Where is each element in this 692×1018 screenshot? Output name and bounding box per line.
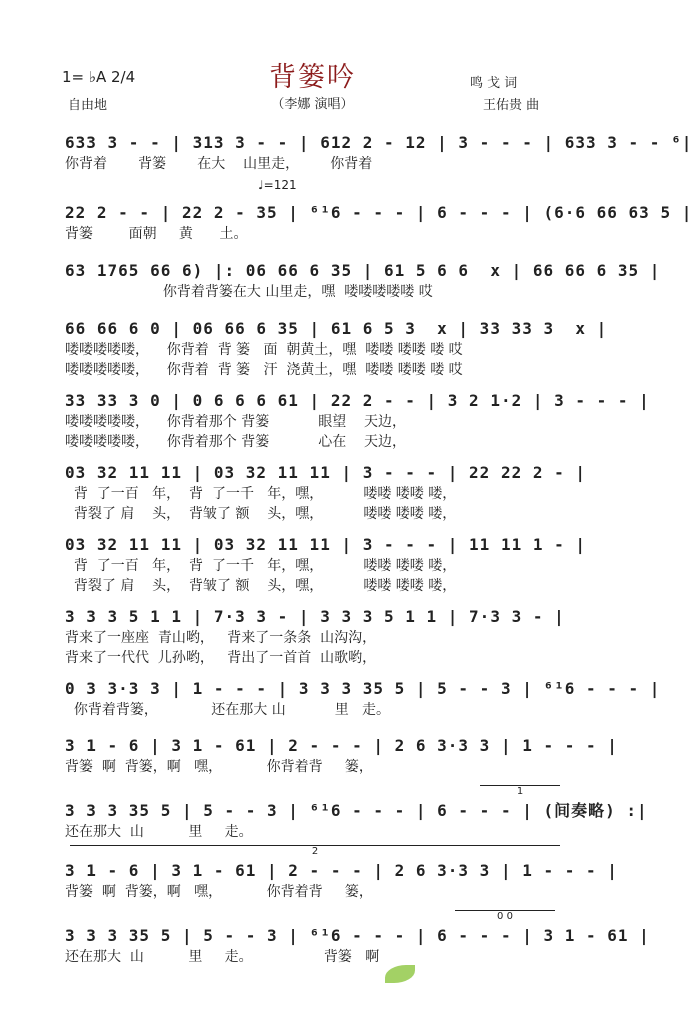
lyric-line: 喽喽喽喽喽， 你背着那个 背篓 心在 天边， — [65, 434, 407, 450]
notation-line: 3 3 3 35 5 | 5 - - 3 | ⁶¹6 - - - | 6 - - - | (间奏略) :| — [65, 801, 648, 820]
notation-line: 3 1 - 6 | 3 1 - 61 | 2 - - - | 2 6 3·3 3 | 1 - - - | — [65, 861, 618, 880]
notation-line: 03 32 11 11 | 03 32 11 11 | 3 - - - | 22 22 2 - | — [65, 463, 587, 482]
notation-line: 633 3 - - | 313 3 - - | 612 2 - 12 | 3 - - - | 633 3 - - ⁶| — [65, 133, 692, 152]
key-signature: 1= ♭A 2/4 — [62, 68, 136, 86]
notation-line: 33 33 3 0 | 0 6 6 6 61 | 22 2 - - | 3 2 1·2 | 3 - - - | — [65, 391, 650, 410]
notation-line: 22 2 - - | 22 2 - 35 | ⁶¹6 - - - | 6 - - - | (6·6 66 63 5 | — [65, 203, 692, 222]
lyric-line: 背来了一座座 青山哟， 背来了一条条 山沟沟， — [65, 630, 377, 646]
notation-line: 03 32 11 11 | 03 32 11 11 | 3 - - - | 11 11 1 - | — [65, 535, 587, 554]
notation-line: 3 1 - 6 | 3 1 - 61 | 2 - - - | 2 6 3·3 3 | 1 - - - | — [65, 736, 618, 755]
tempo-marking: 自由地 — [68, 98, 108, 113]
lyric-line: 还在那大 山 里 走。 背篓 啊 — [65, 949, 380, 965]
score-system — [65, 925, 650, 967]
lyric-line: 你背着 背篓 在大 山里走， 你背着 — [65, 156, 373, 172]
lyric-line: 背来了一代代 儿孙哟， 背出了一首首 山歌哟， — [65, 650, 377, 666]
singer-credit: （李娜 演唱） — [271, 97, 354, 112]
lyric-line: 背裂了 肩 头， 背皱了 额 头，嘿， 喽喽 喽喽 喽， — [65, 578, 457, 594]
lyric-line: 喽喽喽喽喽， 你背着那个 背篓 眼望 天边， — [65, 414, 407, 430]
song-title: 背篓吟 — [269, 62, 356, 93]
lyric-line: 你背着背篓在大 山里走，嘿 喽喽喽喽喽 哎 — [65, 284, 433, 300]
notation-line: 3 3 3 5 1 1 | 7·3 3 - | 3 3 3 5 1 1 | 7·3 3 - | — [65, 607, 565, 626]
score-system — [65, 735, 618, 777]
score-system — [65, 860, 618, 902]
lyricist-credit: 鸣 戈 词 — [470, 76, 518, 91]
lyric-line: 背篓 啊 背篓，啊 嘿， 你背着背 篓， — [65, 884, 373, 900]
composer-credit: 王佑贵 曲 — [483, 98, 540, 113]
lyric-line: 喽喽喽喽喽， 你背着 背 篓 汗 浇黄土，嘿 喽喽 喽喽 喽 哎 — [65, 362, 463, 378]
volta-bracket-3: 0 0 — [455, 910, 555, 922]
volta-bracket-1: 1 — [480, 785, 560, 797]
notation-line: 3 3 3 35 5 | 5 - - 3 | ⁶¹6 - - - | 6 - - - | 3 1 - 61 | — [65, 926, 650, 945]
notation-line: 0 3 3·3 3 | 1 - - - | 3 3 3 35 5 | 5 - - 3 | ⁶¹6 - - - | — [65, 679, 661, 698]
lyric-line: 喽喽喽喽喽， 你背着 背 篓 面 朝黄土，嘿 喽喽 喽喽 喽 哎 — [65, 342, 463, 358]
score-system — [65, 202, 692, 244]
score-system — [65, 462, 587, 524]
score-system — [65, 534, 587, 596]
notation-line: 63 1765 66 6) |: 06 66 6 35 | 61 5 6 6 x | 66 66 6 35 | — [65, 261, 661, 280]
score-system — [65, 260, 661, 302]
lyric-line: 背篓 啊 背篓，啊 嘿， 你背着背 篓， — [65, 759, 373, 775]
leaf-decoration-icon — [385, 965, 415, 983]
bpm-marking: ♩=121 — [258, 178, 297, 192]
lyric-line: 背裂了 肩 头， 背皱了 额 头，嘿， 喽喽 喽喽 喽， — [65, 506, 457, 522]
score-system — [65, 318, 608, 380]
score-system — [65, 390, 650, 452]
score-system — [65, 606, 565, 668]
lyric-line: 还在那大 山 里 走。 — [65, 824, 253, 840]
lyric-line: 你背着背篓， 还在那大 山 里 走。 — [65, 702, 391, 718]
lyric-line: 背 了一百 年， 背 了一千 年，嘿， 喽喽 喽喽 喽， — [65, 486, 457, 502]
score-system — [65, 800, 648, 842]
lyric-line: 背篓 面朝 黄 土。 — [65, 226, 248, 242]
notation-line: 66 66 6 0 | 06 66 6 35 | 61 6 5 3 x | 33 33 3 x | — [65, 319, 608, 338]
score-system — [65, 678, 661, 720]
score-system — [65, 132, 692, 174]
lyric-line: 背 了一百 年， 背 了一千 年，嘿， 喽喽 喽喽 喽， — [65, 558, 457, 574]
volta-bracket-2: 2 — [70, 845, 560, 857]
